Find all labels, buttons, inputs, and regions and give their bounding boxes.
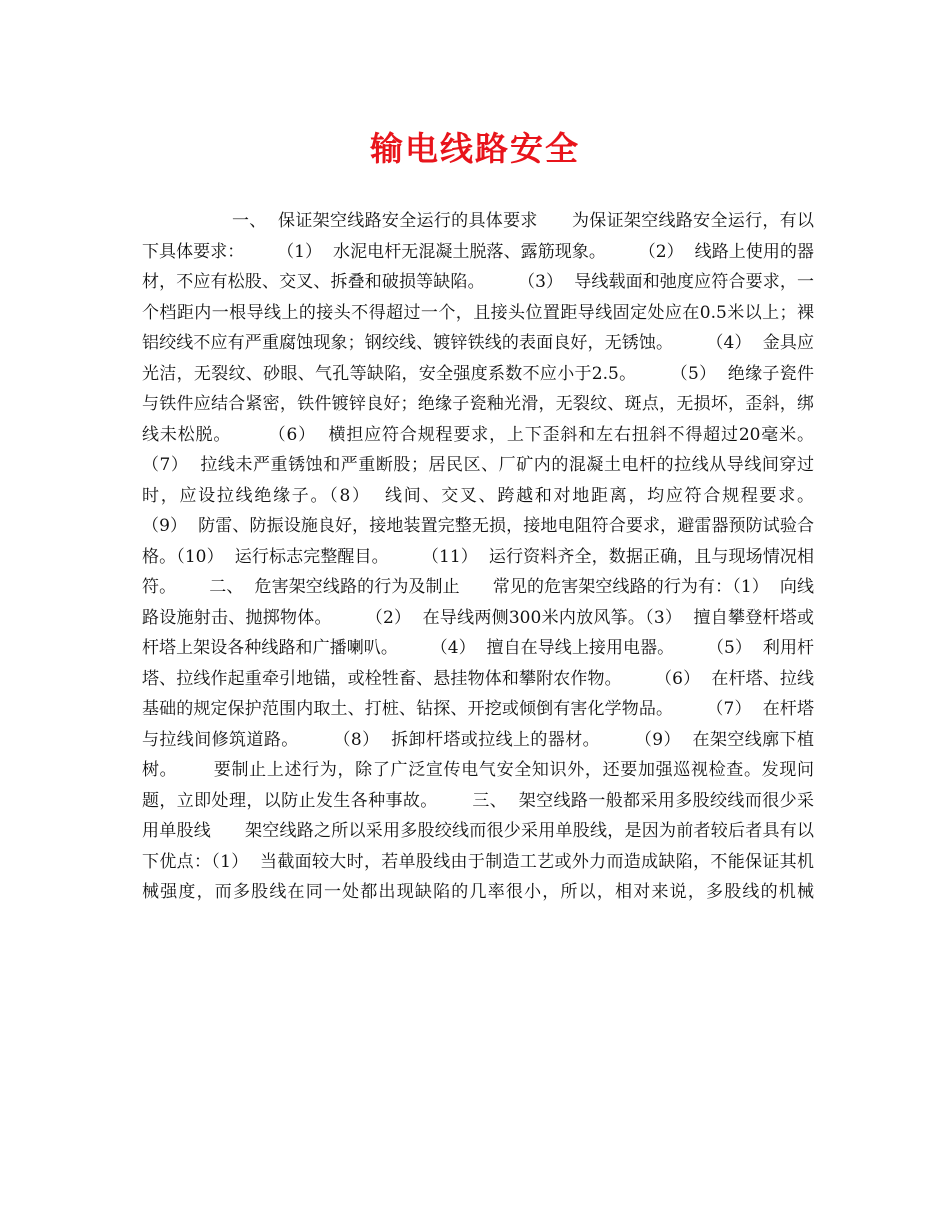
document-title: 输电线路安全 [370, 129, 580, 168]
document-body: 一、 保证架空线路安全运行的具体要求 为保证架空线路安全运行，有以下具体要求： （1） 水泥电杆无混凝土脱落、露筋现象。 （2） 线路上使用的器材，不应有松股、交叉、拆叠和破损等缺陷。 （3） 导线载面和弛度应符合要求，一个档距内一根导线上的接头不得超过一个，且接头位置距导线固定处应在0.5米以上；裸铝绞线不应有严重腐蚀现象；钢绞线、镀锌铁线的表面良好，无锈蚀。 （4） 金具应光洁，无裂纹、砂眼、气孔等缺陷，安全强度系数不应小于2.5。 （5） 绝缘子瓷件与铁件应结合紧密，铁件镀锌良好；绝缘子瓷釉光滑，无裂纹、斑点，无损坏，歪斜，绑线未松脱。 （6） 横担应符合规程要求，上下歪斜和左右扭斜不得超过20毫米。 （7） 拉线未严重锈蚀和严重断股；居民区、厂矿内的混凝土电杆的拉线从导线间穿过时，应设拉线绝缘子。（8） 线间、交叉、跨越和对地距离，均应符合规程要求。 （9） 防雷、防振设施良好，接地装置完整无损，接地电阻符合要求，避雷器预防试验合格。（10） 运行标志完整醒目。 （11） 运行资料齐全，数据正确，且与现场情况相符。 二、 危害架空线路的行为及制止 常见的危害架空线路的行为有：（1） 向线路设施射击、抛掷物体。 （2） 在导线两侧300米内放风筝。（3） 擅自攀登杆塔或杆塔上架设各种线路和广播喇叭。 （4） 擅自在导线上接用电器。 （5） 利用杆塔、拉线作起重牵引地锚，或栓牲畜、悬挂物体和攀附农作物。 （6） 在杆塔、拉线基础的规定保护范围内取土、打桩、钻探、开挖或倾倒有害化学物品。 （7） 在杆塔与拉线间修筑道路。 （8） 拆卸杆塔或拉线上的器材。 （9） 在架空线廓下植树。 要制止上述行为，除了广泛宣传电气安全知识外，还要加强巡视检查。发现问题，立即处理，以防止发生各种事故。 三、 架空线路一般都采用多股绞线而很少采用单股线 架空线路之所以采用多股绞线而很少采用单股线，是因为前者较后者具有以下优点：（1） 当截面较大时，若单股线由于制造工艺或外力而造成缺陷，不能保证其机械强度，而多股线在同一处都出现缺陷的几率很小，所以，相对来说，多股线的机械 [142, 211, 847, 902]
